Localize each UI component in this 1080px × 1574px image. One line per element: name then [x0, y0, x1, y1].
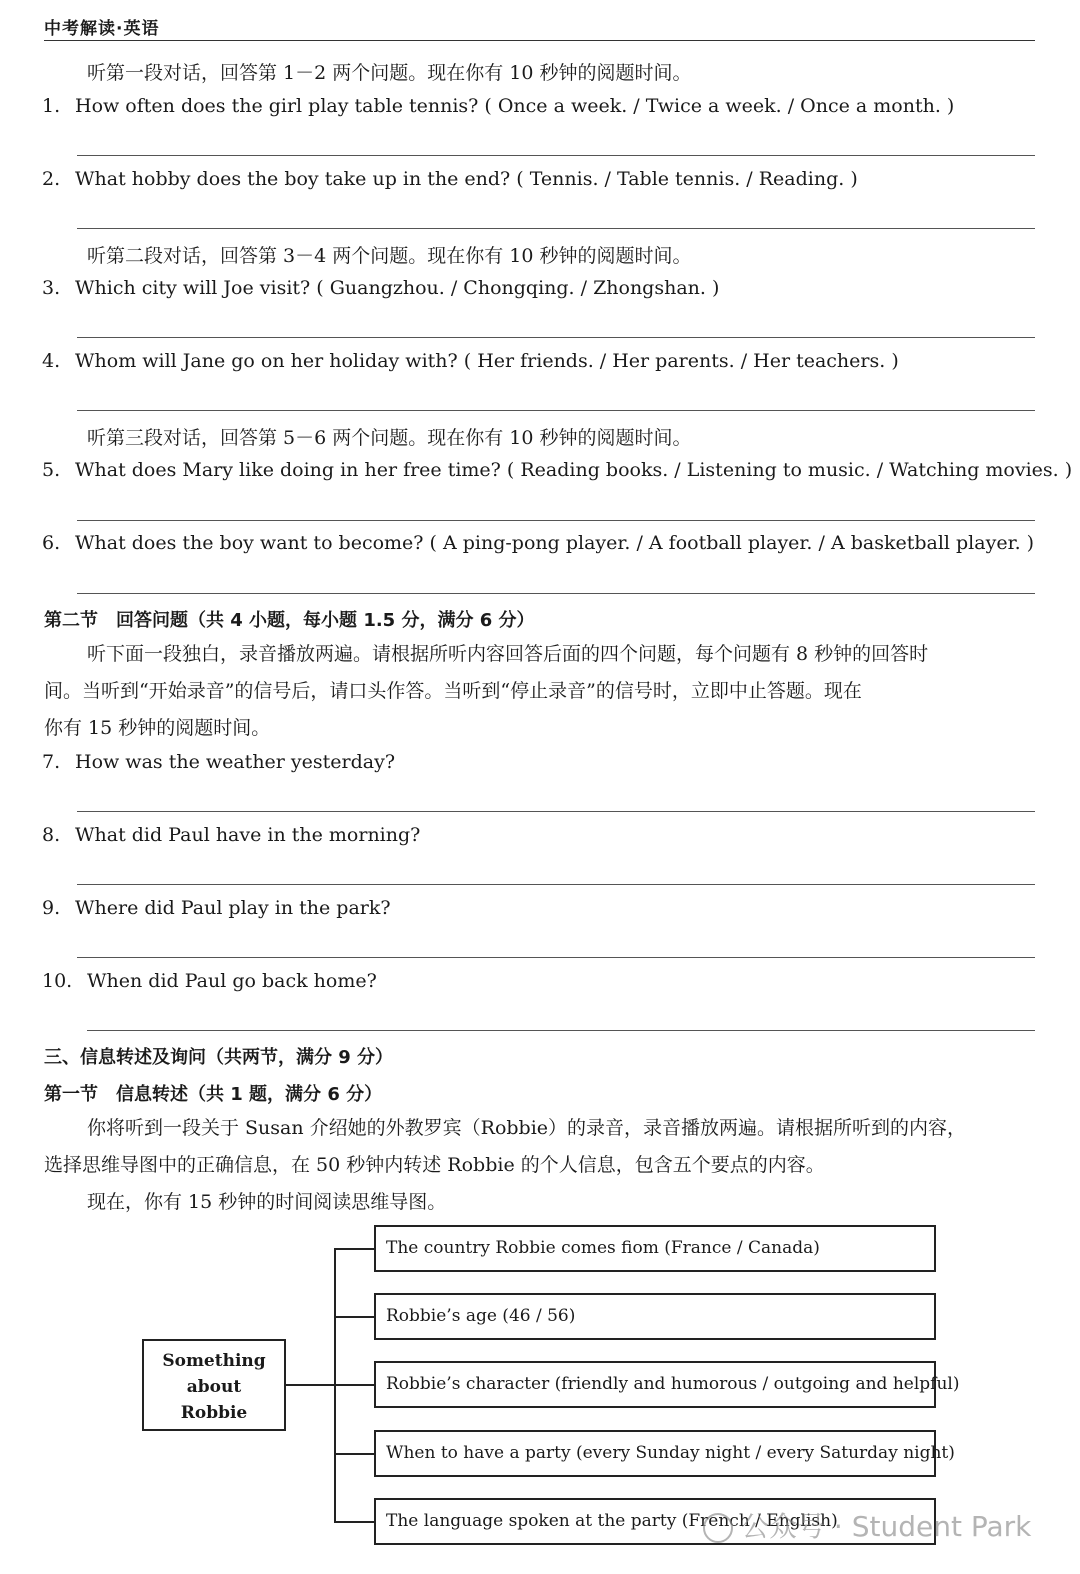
- header-title: 中考解读·英语: [44, 19, 160, 39]
- question-3: [42, 277, 719, 299]
- mindmap-branch-age: Robbie’s age (46 / 56): [374, 1293, 936, 1340]
- question-2: [42, 168, 858, 190]
- question-number: 6.: [42, 532, 61, 554]
- question-6: [42, 532, 1034, 554]
- mindmap-branch-connector: [334, 1521, 374, 1523]
- mindmap-branch-party-time: When to have a party (every Sunday night / every Saturday night): [374, 1430, 936, 1477]
- part3-instructions-line2: 选择思维导图中的正确信息，在 50 秒钟内转述 Robbie 的个人信息，包含五个要点的内容。: [44, 1154, 825, 1176]
- question-text: What does Mary like doing in her free time? ( Reading books. / Listening to music. / Watching movies. ): [75, 459, 1073, 481]
- question-1: [42, 95, 954, 117]
- answer-line-1[interactable]: [77, 155, 1035, 156]
- question-7: [42, 751, 395, 773]
- question-4: [42, 350, 899, 372]
- question-text: What did Paul have in the morning?: [75, 824, 421, 846]
- answer-line-7[interactable]: [77, 811, 1035, 812]
- watermark: [703, 1505, 1031, 1545]
- question-5: [42, 459, 1072, 481]
- section2-heading: 第二节 回答问题（共 4 小题，每小题 1.5 分，满分 6 分）: [44, 610, 535, 631]
- question-number: 9.: [42, 897, 61, 919]
- mindmap-center-line: about: [186, 1377, 242, 1397]
- question-number: 2.: [42, 168, 61, 190]
- question-text: When did Paul go back home?: [87, 970, 377, 992]
- dialogue3-intro: 听第三段对话，回答第 5－6 两个问题。现在你有 10 秒钟的阅题时间。: [87, 427, 692, 449]
- question-text: Which city will Joe visit? ( Guangzhou. / Chongqing. / Zhongshan. ): [75, 277, 720, 299]
- question-text: What does the boy want to become? ( A ping-pong player. / A football player. / A basketball player. ): [75, 532, 1035, 554]
- question-8: [42, 824, 420, 846]
- watermark-text: 公众号 · Student Park: [741, 1510, 1032, 1543]
- question-text: What hobby does the boy take up in the end? ( Tennis. / Table tennis. / Reading. ): [75, 168, 858, 190]
- question-number: 1.: [42, 95, 61, 117]
- question-text: How was the weather yesterday?: [75, 751, 396, 773]
- answer-line-5[interactable]: [77, 520, 1035, 521]
- answer-line-10[interactable]: [87, 1030, 1035, 1031]
- section2-instructions-line1: 听下面一段独白，录音播放两遍。请根据所听内容回答后面的四个问题，每个问题有 8 秒钟的回答时: [87, 643, 929, 665]
- question-number: 7.: [42, 751, 61, 773]
- part3-reading-note: 现在，你有 15 秒钟的时间阅读思维导图。: [87, 1191, 447, 1213]
- mindmap-connector-horizontal: [286, 1384, 335, 1386]
- mindmap-branch-connector: [334, 1248, 374, 1250]
- answer-line-3[interactable]: [77, 337, 1035, 338]
- part3-instructions-line1: 你将听到一段关于 Susan 介绍她的外教罗宾（Robbie）的录音，录音播放两遍。请根据所听到的内容，: [87, 1117, 967, 1139]
- dialogue1-intro: 听第一段对话，回答第 1－2 两个问题。现在你有 10 秒钟的阅题时间。: [87, 62, 692, 84]
- question-9: [42, 897, 391, 919]
- section2-instructions-line3: 你有 15 秒钟的阅题时间。: [44, 717, 271, 739]
- question-10: [42, 970, 377, 992]
- question-number: 5.: [42, 459, 61, 481]
- mindmap-branch-connector: [334, 1316, 374, 1318]
- mindmap-center-line: Robbie: [180, 1403, 248, 1423]
- answer-line-8[interactable]: [77, 884, 1035, 885]
- question-text: Where did Paul play in the park?: [75, 897, 391, 919]
- answer-line-6[interactable]: [77, 593, 1035, 594]
- mindmap-branch-connector: [334, 1453, 374, 1455]
- mindmap-branch-character: Robbie’s character (friendly and humorous / outgoing and helpful): [374, 1361, 936, 1408]
- mindmap-branch-language: The language spoken at the party (French / English): [374, 1498, 936, 1545]
- dialogue2-intro: 听第二段对话，回答第 3－4 两个问题。现在你有 10 秒钟的阅题时间。: [87, 245, 692, 267]
- question-text: Whom will Jane go on her holiday with? ( Her friends. / Her parents. / Her teachers. ): [75, 350, 899, 372]
- question-number: 4.: [42, 350, 61, 372]
- mindmap-branch-connector: [334, 1384, 374, 1386]
- mindmap-center-node: [142, 1339, 286, 1431]
- part3-section1-heading: 第一节 信息转述（共 1 题，满分 6 分）: [44, 1084, 383, 1105]
- header-rule: [44, 40, 1035, 41]
- question-number: 8.: [42, 824, 61, 846]
- answer-line-9[interactable]: [77, 957, 1035, 958]
- part3-heading: 三、信息转述及询问（共两节，满分 9 分）: [44, 1047, 394, 1068]
- wechat-icon: [703, 1513, 733, 1543]
- answer-line-4[interactable]: [77, 410, 1035, 411]
- mindmap-center-line: Something: [162, 1351, 266, 1371]
- question-number: 10.: [42, 970, 73, 992]
- answer-line-2[interactable]: [77, 228, 1035, 229]
- mindmap-branch-country: The country Robbie comes fiom (France / Canada): [374, 1225, 936, 1272]
- question-text: How often does the girl play table tennis? ( Once a week. / Twice a week. / Once a month. ): [75, 95, 955, 117]
- section2-instructions-line2: 间。当听到“开始录音”的信号后，请口头作答。当听到“停止录音”的信号时，立即中止答题。现在: [44, 680, 862, 702]
- question-number: 3.: [42, 277, 61, 299]
